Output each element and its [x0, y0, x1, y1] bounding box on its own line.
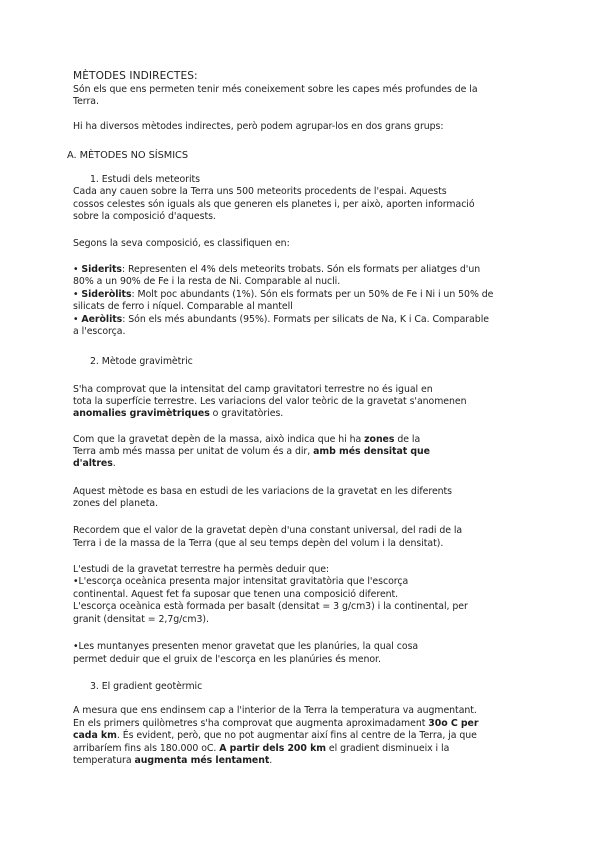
p2-text-c: Terra amb més massa per unitat de volum és a dir,: [73, 446, 314, 457]
section-3-heading: 3. El gradient geotèrmic: [90, 681, 203, 692]
siderolits-item: [73, 289, 493, 301]
meteorits-line-2: cossos celestes són iguals als que generen els planetes i, per això, aporten informació: [73, 199, 475, 210]
siderits-text-2: 80% a un 90% de Fe i la resta de Ni. Comparable al nucli.: [73, 276, 341, 287]
p2-text-b: de la: [394, 434, 421, 445]
geo-200km-bold: A partir dels 200 km: [219, 743, 326, 754]
gravimetric-p6-line-2: permet deduir que el gruix de l'escorça en les planúries és menor.: [73, 654, 381, 665]
geothermal-line-3: [73, 730, 477, 742]
gravimetric-p1-line-3: [73, 408, 283, 420]
intro-line-1: Són els que ens permeten tenir més coneixement sobre les capes més profundes de la: [73, 84, 478, 95]
page-title: MÈTODES INDIRECTES:: [73, 70, 198, 82]
siderolits-text-2: silicats de ferro i níquel. Comparable al mantell: [73, 301, 293, 312]
bullet: •: [73, 314, 79, 325]
gravimetric-p5-line-5: granit (densitat = 2,7g/cm3).: [73, 614, 209, 625]
zones-bold: zones: [364, 434, 395, 445]
geo-lentament-bold: augmenta més lentament: [134, 755, 270, 766]
aerolits-text: : Són els més abundants (95%). Formats per silicats de Na, K i Ca. Comparable: [122, 314, 489, 325]
section-a-heading: A. MÈTODES NO SÍSMICS: [67, 150, 188, 161]
gravimetric-p2-line-3: [73, 458, 116, 470]
p2-text-a: Com que la gravetat depèn de la massa, això indica que hi ha: [73, 434, 365, 445]
gravimetric-p5-line-3: continental. Aquest fet fa suposar que tenen una composició diferent.: [73, 589, 399, 600]
siderits-label: Siderits: [81, 264, 122, 275]
gravimetric-p5-line-1: L'estudi de la gravetat terrestre ha permès deduir que:: [73, 564, 330, 575]
gravimetric-p2-line-1: [73, 434, 420, 446]
siderits-text: : Representen el 4% dels meteorits trobats. Són els formats per aliatges d'un: [121, 264, 481, 275]
gravimetric-p4-line-2: Terra i de la massa de la Terra (que al seu temps depèn del volum i la densitat).: [73, 538, 444, 549]
anomalies-rest: o gravitatòries.: [209, 408, 284, 419]
geo-30c-bold: 30o C per: [428, 718, 479, 729]
aerolits-item: [73, 314, 489, 326]
p2-end: .: [112, 458, 116, 469]
gravimetric-p5-line-2: •L'escorça oceànica presenta major intensitat gravitatòria que l'escorça: [73, 576, 409, 587]
bullet: •: [73, 289, 79, 300]
section-2-heading: 2. Mètode gravimètric: [90, 356, 193, 367]
siderits-item: [73, 264, 480, 276]
daltres-bold: d'altres: [73, 458, 113, 469]
intro-line-2: Terra.: [73, 96, 99, 107]
section-1-heading: 1. Estudi dels meteorits: [90, 174, 200, 185]
geothermal-line-5: [73, 755, 272, 767]
classification-intro: Segons la seva composició, es classifiquen en:: [73, 238, 290, 249]
aerolits-text-2: a l'escorça.: [73, 326, 126, 337]
gravimetric-p1-line-1: S'ha comprovat que la intensitat del camp gravitatori terrestre no és igual en: [73, 384, 433, 395]
gravimetric-p5-line-4: L'escorça oceànica està formada per basalt (densitat = 3 g/cm3) i la continental, per: [73, 601, 468, 612]
geothermal-line-1: A mesura que ens endinsem cap a l'interior de la Terra la temperatura va augmentant.: [73, 705, 477, 716]
gravimetric-p4-line-1: Recordem que el valor de la gravetat depèn d'una constant universal, del radi de la: [73, 525, 463, 536]
geothermal-line-2: [73, 718, 478, 730]
geo-km-bold: cada km: [73, 730, 117, 741]
gravimetric-p3-line-1: Aquest mètode es basa en estudi de les variacions de la gravetat en les diferents: [73, 486, 453, 497]
geo-end: .: [269, 755, 273, 766]
siderolits-text: : Molt poc abundants (1%). Són els formats per un 50% de Fe i Ni i un 50% de: [131, 289, 494, 300]
gravimetric-p1-line-2: tota la superfície terrestre. Les variacions del valor teòric de la gravetat s'anomenen: [73, 396, 467, 407]
groups-paragraph: Hi ha diversos mètodes indirectes, però podem agrupar-los en dos grans grups:: [73, 121, 444, 132]
densitat-bold: amb més densitat que: [313, 446, 430, 457]
geo-text-b: . És evident, però, que no pot augmentar així fins al centre de la Terra, ja que: [116, 730, 477, 741]
gravimetric-p6-line-1: •Les muntanyes presenten menor gravetat que les planúries, la qual cosa: [73, 641, 419, 652]
bullet: •: [73, 264, 79, 275]
geo-text-c: arribaríem fins als 180.000 oC.: [73, 743, 220, 754]
geo-text-a: En els primers quilòmetres s'ha comprovat que augmenta aproximadament: [73, 718, 429, 729]
meteorits-line-3: sobre la composició d'aquests.: [73, 211, 216, 222]
geo-text-e: temperatura: [73, 755, 135, 766]
geothermal-line-4: [73, 743, 449, 755]
gravimetric-p2-line-2: [73, 446, 430, 458]
meteorits-line-1: Cada any cauen sobre la Terra uns 500 meteorits procedents de l'espai. Aquests: [73, 186, 447, 197]
gravimetric-p3-line-2: zones del planeta.: [73, 498, 159, 509]
anomalies-bold: anomalies gravimètriques: [73, 408, 210, 419]
geo-text-d: el gradient disminueix i la: [325, 743, 450, 754]
siderolits-label: Sideròlits: [81, 289, 132, 300]
aerolits-label: Aeròlits: [81, 314, 123, 325]
